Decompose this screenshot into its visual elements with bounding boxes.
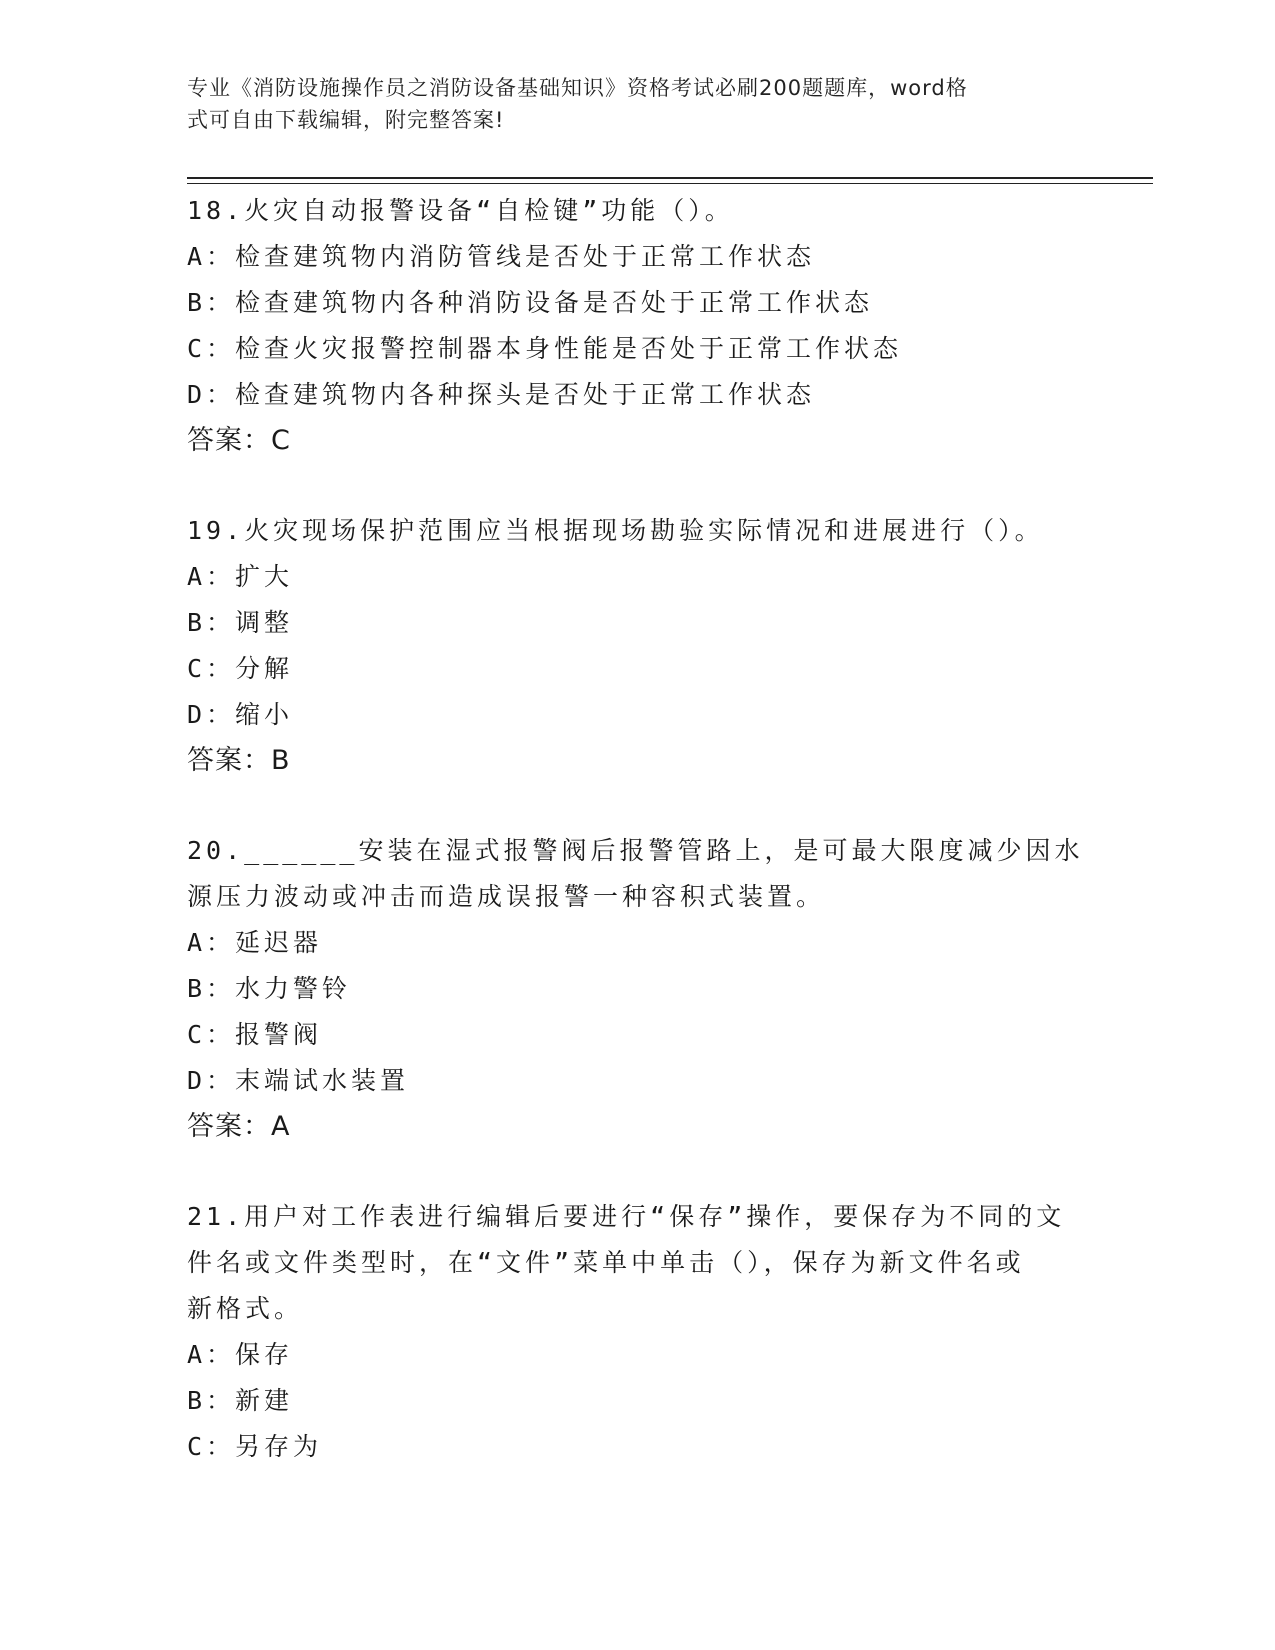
header-rule-thin: [187, 183, 1153, 184]
header-rule-thick: [187, 177, 1153, 179]
document-header: [187, 72, 1067, 136]
question-20: [187, 828, 1087, 1150]
answer-line: 答案：A: [187, 1111, 291, 1142]
answer-line: 答案：B: [187, 745, 291, 776]
option-c: C：检查火灾报警控制器本身性能是否处于正常工作状态: [187, 334, 903, 363]
question-stem-line: 新格式。: [187, 1294, 304, 1323]
question-19: [187, 508, 1087, 784]
question-stem-line: 件名或文件类型时，在“文件”菜单中单击（），保存为新文件名或: [187, 1248, 1025, 1277]
question-list: [187, 188, 1087, 1470]
option-a: A：检查建筑物内消防管线是否处于正常工作状态: [187, 242, 816, 271]
option-d: D：末端试水装置: [187, 1066, 410, 1095]
question-stem-line: 21.用户对工作表进行编辑后要进行“保存”操作，要保存为不同的文: [187, 1202, 1066, 1231]
option-b: B：检查建筑物内各种消防设备是否处于正常工作状态: [187, 288, 874, 317]
question-21: [187, 1194, 1087, 1470]
question-spacer: [187, 784, 1087, 828]
question-stem-line: 源压力波动或冲击而造成误报警一种容积式装置。: [187, 882, 826, 911]
option-d: D：缩小: [187, 700, 294, 729]
option-c: C：报警阀: [187, 1020, 323, 1049]
question-spacer: [187, 1150, 1087, 1194]
option-b: B：调整: [187, 608, 294, 637]
option-a: A：保存: [187, 1340, 294, 1369]
header-line-2: 式可自由下载编辑，附完整答案!: [187, 108, 505, 132]
option-c: C：另存为: [187, 1432, 323, 1461]
question-18: [187, 188, 1087, 464]
question-spacer: [187, 464, 1087, 508]
option-a: A：延迟器: [187, 928, 323, 957]
question-stem-line: 18.火灾自动报警设备“自检键”功能（）。: [187, 196, 734, 225]
option-a: A：扩大: [187, 562, 294, 591]
option-d: D：检查建筑物内各种探头是否处于正常工作状态: [187, 380, 816, 409]
question-stem-line: 19.火灾现场保护范围应当根据现场勘验实际情况和进展进行（）。: [187, 516, 1044, 545]
option-b: B：新建: [187, 1386, 294, 1415]
answer-line: 答案：C: [187, 425, 291, 456]
header-line-1: 专业《消防设施操作员之消防设备基础知识》资格考试必刷200题题库，word格: [187, 76, 968, 100]
question-stem-line: 20.______安装在湿式报警阀后报警管路上，是可最大限度减少因水: [187, 836, 1084, 865]
option-b: B：水力警铃: [187, 974, 352, 1003]
option-c: C：分解: [187, 654, 294, 683]
